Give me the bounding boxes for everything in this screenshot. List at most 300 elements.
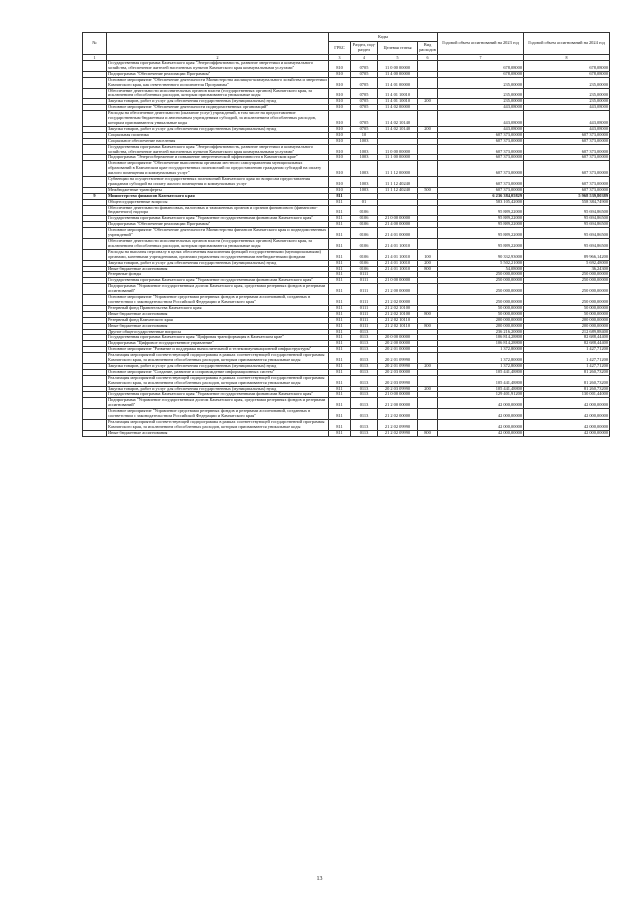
row-section: 0705: [351, 126, 378, 132]
budget-table: [82, 32, 610, 437]
row-section: 0113: [351, 420, 378, 431]
row-value-2024: 1 427,71200: [524, 363, 610, 369]
row-name: Закупка товаров, работ и услуг для обеспечения государственных (муниципальных) нужд: [107, 260, 329, 266]
row-article: 21 0 00 00000: [378, 278, 418, 284]
row-type: 800: [418, 323, 438, 329]
row-value-2023: 95 889,22000: [438, 205, 524, 216]
row-grbs: 810: [329, 138, 351, 144]
row-value-2023: 1 372,80000: [438, 353, 524, 364]
row-name: Закупка товаров, работ и услуг для обеспечения государственных (муниципальных) нужд: [107, 99, 329, 105]
row-value-2024: 81 260,73200: [524, 369, 610, 375]
row-grbs: 810: [329, 144, 351, 155]
row-article: 11 4 02 10140: [378, 111, 418, 127]
row-value-2023: 235,00000: [438, 99, 524, 105]
row-section: 10: [351, 132, 378, 138]
row-section: 0106: [351, 260, 378, 266]
row-article: 11 4 02 10140: [378, 126, 418, 132]
row-value-2023: 250 000,00000: [438, 284, 524, 295]
row-value-2023: 607 373,00000: [438, 132, 524, 138]
row-value-2023: 95 889,22000: [438, 239, 524, 250]
row-section: 0113: [351, 335, 378, 341]
row-type: [418, 239, 438, 250]
row-value-2023: 42 000,00000: [438, 430, 524, 436]
row-name: Резервный фонд Камчатского края: [107, 317, 329, 323]
row-number: [83, 375, 107, 386]
row-section: 0111: [351, 323, 378, 329]
row-type: [418, 88, 438, 99]
row-article: 20 2 00 00000: [378, 341, 418, 347]
row-section: 0705: [351, 99, 378, 105]
row-value-2024: 5 968 539,80389: [524, 193, 610, 199]
table-row: [83, 61, 610, 72]
row-value-2024: 95 694,86500: [524, 222, 610, 228]
row-section: 0106: [351, 216, 378, 222]
row-type: 200: [418, 363, 438, 369]
row-section: 0111: [351, 278, 378, 284]
row-section: 0106: [351, 266, 378, 272]
row-article: 11 1 12 40240: [378, 177, 418, 188]
row-article: 20 2 01 00000: [378, 347, 418, 353]
table-row: [83, 177, 610, 188]
row-article: 21 2 02 09990: [378, 420, 418, 431]
row-type: [418, 61, 438, 72]
row-value-2023: 1 372,80000: [438, 363, 524, 369]
row-value-2023: 235,00000: [438, 88, 524, 99]
row-value-2024: 81 260,73200: [524, 386, 610, 392]
row-value-2023: 42 000,00000: [438, 409, 524, 420]
row-number: [83, 177, 107, 188]
header-name: [107, 33, 329, 55]
row-section: 0705: [351, 61, 378, 72]
row-value-2024: 235,00000: [524, 88, 610, 99]
row-value-2023: 250 000,00000: [438, 278, 524, 284]
row-section: 1003: [351, 138, 378, 144]
row-grbs: 811: [329, 317, 351, 323]
row-type: [418, 375, 438, 386]
row-article: 21 0 00 00000: [378, 392, 418, 398]
row-grbs: 811: [329, 386, 351, 392]
row-number: [83, 249, 107, 260]
index-cell: 7: [438, 55, 524, 61]
row-name: Межбюджетные трансферты: [107, 187, 329, 193]
row-article: 11 4 02 00000: [378, 105, 418, 111]
row-value-2023: 1 372,80000: [438, 347, 524, 353]
page-number: 13: [316, 876, 323, 882]
row-article: 11 1 00 00000: [378, 155, 418, 161]
row-article: 21 2 00 00000: [378, 398, 418, 409]
row-name: Общегосударственные вопросы: [107, 199, 329, 205]
row-value-2024: 1 427,71200: [524, 347, 610, 353]
row-name: Основное мероприятие "Управление средствами резервных фондов и резервами ассигнований, созданных в соответствии с законодательством Российской Федерации и Камчатского края": [107, 409, 329, 420]
row-name: Закупка товаров, работ и услуг для обеспечения государственных (муниципальных) нужд: [107, 363, 329, 369]
index-cell: 6: [418, 55, 438, 61]
row-grbs: 810: [329, 111, 351, 127]
header-2024: Годовой объем ассигнований на 2024 год: [524, 33, 610, 55]
row-value-2024: 607 373,00000: [524, 138, 610, 144]
row-section: 0113: [351, 386, 378, 392]
row-value-2023: 236 216,20000: [438, 329, 524, 335]
row-section: 0113: [351, 369, 378, 375]
row-grbs: 811: [329, 363, 351, 369]
table-row: [83, 409, 610, 420]
row-value-2023: 42 000,00000: [438, 420, 524, 431]
row-grbs: 811: [329, 199, 351, 205]
row-section: 1003: [351, 155, 378, 161]
row-grbs: 811: [329, 260, 351, 266]
row-name: Министерство финансов Камчатского края: [107, 193, 329, 199]
row-type: [418, 205, 438, 216]
table-row: [83, 111, 610, 127]
row-value-2024: 607 373,00000: [524, 155, 610, 161]
row-value-2023: 200 000,00000: [438, 317, 524, 323]
row-name: Резервный фонд Правительства Камчатского края: [107, 305, 329, 311]
row-grbs: 811: [329, 430, 351, 436]
row-value-2023: 607 373,00000: [438, 177, 524, 188]
row-value-2023: 106 814,28800: [438, 335, 524, 341]
row-grbs: 811: [329, 272, 351, 278]
row-type: [418, 420, 438, 431]
row-grbs: 811: [329, 216, 351, 222]
row-section: 0113: [351, 430, 378, 436]
row-value-2023: 105 441,48800: [438, 386, 524, 392]
row-type: [418, 177, 438, 188]
row-name: Подпрограмма "Обеспечение реализации Программы": [107, 71, 329, 77]
table-row: [83, 398, 610, 409]
row-grbs: 811: [329, 228, 351, 239]
table-row: [83, 295, 610, 306]
row-name: Государственная программа Камчатского края "Энергоэффективность, развитие энергетики и коммунального хозяйства, обеспечение жителей населенных пунктов Камчатского края коммунальными услугами": [107, 144, 329, 155]
row-name: Обеспечение деятельности исполнительных органов власти (государственных органов) Камчатского края, за исключением обособленных расходов, которым присваиваются уникальные коды: [107, 239, 329, 250]
row-name: Иные бюджетные ассигнования: [107, 266, 329, 272]
row-value-2024: 89 966,14200: [524, 249, 610, 260]
row-number: [83, 284, 107, 295]
row-section: 0113: [351, 363, 378, 369]
row-value-2023: 443,08000: [438, 105, 524, 111]
row-grbs: 810: [329, 88, 351, 99]
row-section: 0106: [351, 249, 378, 260]
row-name: Иные бюджетные ассигнования: [107, 311, 329, 317]
row-name: Реализация мероприятий соответствующей подпрограммы в рамках соответствующей государственной программы Камчатского края, за исключением обособленных расходов, которым присваиваются уникальные коды: [107, 353, 329, 364]
row-grbs: 811: [329, 278, 351, 284]
row-name: Государственная программа Камчатского края "Управление государственными финансами Камчатского края": [107, 392, 329, 398]
row-name: Обеспечение деятельности финансовых, налоговых и таможенных органов и органов финансового (финансово-бюджетного) надзора: [107, 205, 329, 216]
row-article: 21 4 01 10010: [378, 239, 418, 250]
row-article: 20 0 00 00000: [378, 335, 418, 341]
row-name: Основное мероприятие "Обеспечение деятельности Министерства жилищно-коммунального хозяйства и энергетики Камчатского края, как ответственного исполнителя Программы": [108, 77, 327, 87]
table-row: [83, 144, 610, 155]
row-section: 0113: [351, 392, 378, 398]
row-value-2023: 250 000,00000: [438, 295, 524, 306]
row-value-2023: 678,08000: [438, 61, 524, 72]
row-value-2024: 250 000,00000: [524, 295, 610, 306]
row-grbs: 811: [329, 329, 351, 335]
row-name: Закупка товаров, работ и услуг для обеспечения государственных (муниципальных) нужд: [107, 386, 329, 392]
row-section: 0111: [351, 317, 378, 323]
index-cell: 8: [524, 55, 610, 61]
header-article: Целевая статья: [378, 42, 418, 55]
row-grbs: 811: [329, 193, 351, 199]
row-section: 0705: [351, 77, 378, 88]
row-number: [83, 111, 107, 127]
row-value-2024: 81 260,73200: [524, 375, 610, 386]
row-section: 0705: [351, 71, 378, 77]
row-grbs: 811: [329, 311, 351, 317]
row-article: 21 4 01 10010: [378, 266, 418, 272]
row-number: [83, 409, 107, 420]
index-cell: 3: [329, 55, 351, 61]
row-number: [83, 295, 107, 306]
row-type: 800: [418, 266, 438, 272]
row-value-2023: 95 889,22000: [438, 228, 524, 239]
row-grbs: 811: [329, 375, 351, 386]
row-type: 200: [418, 126, 438, 132]
row-type: [418, 353, 438, 364]
budget-sheet: [82, 32, 609, 437]
row-section: 0705: [351, 88, 378, 99]
table-row: [83, 249, 610, 260]
header-2023: Годовой объем ассигнований на 2023 год: [438, 33, 524, 55]
row-name: Закупка товаров, работ и услуг для обеспечения государственных (муниципальных) нужд: [107, 126, 329, 132]
table-row: [83, 353, 610, 364]
row-number: [83, 205, 107, 216]
table-row: [83, 420, 610, 431]
row-article: 21 2 02 10100: [378, 311, 418, 317]
row-name: Обеспечение деятельности исполнительных органов власти (государственных органов) Камчатского края, за исключением обособленных расходов, которым присваиваются уникальные коды: [107, 88, 329, 99]
row-value-2024: 250 000,00000: [524, 278, 610, 284]
row-section: 1003: [351, 144, 378, 155]
row-section: 1003: [351, 187, 378, 193]
row-type: 800: [418, 311, 438, 317]
row-value-2024: 50 000,00000: [524, 305, 610, 311]
row-name: Социальная политика: [107, 132, 329, 138]
header-grbs: ГРБС: [329, 42, 351, 55]
row-value-2023: 607 373,00000: [438, 161, 524, 177]
row-grbs: 810: [329, 105, 351, 111]
row-grbs: 811: [329, 335, 351, 341]
row-number: [83, 88, 107, 99]
row-type: [418, 398, 438, 409]
row-section: 0111: [351, 305, 378, 311]
row-value-2024: 42 000,00000: [524, 430, 610, 436]
row-grbs: 811: [329, 305, 351, 311]
row-type: 200: [418, 99, 438, 105]
row-section: 01: [351, 199, 378, 205]
row-value-2024: 678,08000: [524, 71, 610, 77]
row-grbs: 811: [329, 420, 351, 431]
row-value-2023: 105 441,48800: [438, 369, 524, 375]
row-type: 500: [418, 187, 438, 193]
row-value-2024: 95 694,86500: [524, 228, 610, 239]
table-row: [83, 205, 610, 216]
row-name: Государственная программа Камчатского края "Управление государственными финансами Камчатского края": [107, 278, 329, 284]
row-section: 0106: [351, 239, 378, 250]
row-name: Государственная программа Камчатского края "Энергоэффективность, развитие энергетики и коммунального хозяйства, обеспечение жителей населенных пунктов Камчатского края коммунальными услугами": [107, 61, 329, 72]
row-value-2023: 54,08000: [438, 266, 524, 272]
row-section: 0113: [351, 341, 378, 347]
row-type: 800: [418, 430, 438, 436]
row-type: [418, 161, 438, 177]
row-grbs: 811: [329, 266, 351, 272]
row-grbs: 810: [329, 126, 351, 132]
row-value-2024: 235,00000: [524, 77, 610, 88]
header-codes: Коды: [329, 33, 438, 42]
row-section: 1003: [351, 161, 378, 177]
row-value-2023: 50 000,00000: [438, 311, 524, 317]
row-section: 0705: [351, 111, 378, 127]
row-type: [418, 295, 438, 306]
row-grbs: 811: [329, 222, 351, 228]
row-name: Подпрограмма "Цифровое государственное управление": [107, 341, 329, 347]
row-section: 0111: [351, 272, 378, 278]
table-row: [83, 88, 610, 99]
row-number: [83, 420, 107, 431]
row-name: Основное мероприятие "Обеспечение выполнения органами местного самоуправления муниципальных образований в Камчатском крае государственных полномочий по предоставлению гражданам субсидий на оплату жилого помещения и коммунальных услуг": [107, 161, 329, 177]
row-section: 0113: [351, 347, 378, 353]
row-grbs: 810: [329, 132, 351, 138]
row-article: 11 0 00 00000: [378, 61, 418, 72]
row-section: 0113: [351, 353, 378, 364]
row-grbs: 810: [329, 155, 351, 161]
row-value-2024: 42 000,00000: [524, 420, 610, 431]
row-article: 11 1 12 00000: [378, 161, 418, 177]
row-value-2024: 200 000,00000: [524, 317, 610, 323]
row-number: [83, 161, 107, 177]
row-name: Основное мероприятие "Развитие и поддержка вычислительной и телекоммуникационной инфраструктуры": [107, 347, 329, 353]
row-article: 21 2 02 10100: [378, 305, 418, 311]
row-section: 0113: [351, 398, 378, 409]
row-name: Другие общегосударственные вопросы: [107, 329, 329, 335]
row-grbs: 811: [329, 341, 351, 347]
row-section: 0113: [351, 329, 378, 335]
row-value-2024: 607 373,00000: [524, 161, 610, 177]
row-name: Резервные фонды: [107, 272, 329, 278]
header-type: Вид расходов: [418, 42, 438, 55]
table-row: [83, 375, 610, 386]
table-row: [83, 239, 610, 250]
row-number: [83, 144, 107, 155]
row-grbs: 811: [329, 369, 351, 375]
row-value-2024: 130 001,44000: [524, 392, 610, 398]
row-section: 0113: [351, 409, 378, 420]
row-article: 20 2 03 09990: [378, 386, 418, 392]
row-section: 0106: [351, 228, 378, 239]
row-value-2024: 42 000,00000: [524, 409, 610, 420]
table-row: [83, 77, 610, 88]
row-grbs: 811: [329, 205, 351, 216]
row-name: Расходы на обеспечение деятельности (оказание услуг) учреждений, в том числе на предоставление государственным бюджетным и автономным учреждениям субсидий, за исключением обособленных расходов, которым присваиваются уникальные коды: [107, 111, 329, 127]
row-type: [418, 77, 438, 88]
row-grbs: 811: [329, 398, 351, 409]
row-section: 0705: [351, 105, 378, 111]
row-value-2024: 607 373,00000: [524, 187, 610, 193]
row-value-2024: 607 373,00000: [524, 132, 610, 138]
row-value-2023: 235,00000: [438, 77, 524, 88]
row-article: 20 2 01 09990: [378, 363, 418, 369]
row-article: 21 2 02 10110: [378, 323, 418, 329]
row-value-2023: 443,08000: [438, 126, 524, 132]
index-cell: 1: [83, 55, 107, 61]
row-value-2023: 607 373,00000: [438, 144, 524, 155]
row-value-2023: 607 373,00000: [438, 138, 524, 144]
row-article: 11 4 00 00000: [378, 71, 418, 77]
row-value-2024: 212 689,88400: [524, 329, 610, 335]
row-value-2024: 443,08000: [524, 105, 610, 111]
row-value-2024: 50 000,00000: [524, 311, 610, 317]
row-name: Иные бюджетные ассигнования: [107, 430, 329, 436]
row-section: 0111: [351, 311, 378, 317]
row-number: [83, 353, 107, 364]
row-value-2023: 250 000,00000: [438, 272, 524, 278]
row-value-2023: 95 889,22000: [438, 222, 524, 228]
row-number: 9: [83, 193, 107, 199]
row-section: 0113: [351, 375, 378, 386]
header-num: №: [83, 33, 107, 55]
row-value-2023: 42 000,00000: [438, 398, 524, 409]
row-section: 0111: [351, 295, 378, 306]
index-cell: 5: [378, 55, 418, 61]
row-value-2024: 250 000,00000: [524, 272, 610, 278]
row-grbs: 810: [329, 71, 351, 77]
row-article: 21 4 01 00000: [378, 228, 418, 239]
table-row: [83, 161, 610, 177]
row-value-2024: 235,00000: [524, 99, 610, 105]
row-grbs: 811: [329, 323, 351, 329]
row-value-2024: 95 694,86500: [524, 239, 610, 250]
row-name: Реализация мероприятий соответствующей подпрограммы в рамках соответствующей государственной программы Камчатского края, за исключением обособленных расходов, которым присваиваются уникальные коды: [107, 420, 329, 431]
row-article: 21 2 00 00000: [378, 284, 418, 295]
row-value-2024: 678,08000: [524, 61, 610, 72]
row-value-2024: 95 694,86500: [524, 205, 610, 216]
row-article: 20 2 03 09990: [378, 375, 418, 386]
row-name: Основное мероприятие "Обеспечение деятельности подведомственных организаций": [107, 105, 329, 111]
row-value-2023: 607 373,00000: [438, 187, 524, 193]
row-grbs: 810: [329, 177, 351, 188]
row-type: [418, 228, 438, 239]
row-value-2023: 583 105,42000: [438, 199, 524, 205]
row-name: Государственная программа Камчатского края "Цифровая трансформация в Камчатском крае": [107, 335, 329, 341]
row-article: 11 4 01 10010: [378, 88, 418, 99]
row-value-2024: 250 000,00000: [524, 284, 610, 295]
row-number: [83, 398, 107, 409]
row-value-2024: 200 000,00000: [524, 323, 610, 329]
row-type: 200: [418, 260, 438, 266]
row-grbs: 810: [329, 161, 351, 177]
row-name: Подпрограмма "Энергосбережение и повышение энергетической эффективности в Камчатском крае": [107, 155, 329, 161]
row-type: [418, 409, 438, 420]
row-value-2023: 106 814,28800: [438, 341, 524, 347]
row-value-2024: 558 384,74900: [524, 199, 610, 205]
row-section: 0106: [351, 205, 378, 216]
row-value-2024: 42 000,00000: [524, 398, 610, 409]
row-number: [83, 61, 107, 72]
row-grbs: 810: [329, 187, 351, 193]
header-section: Раздел, под-раздел: [351, 42, 378, 55]
row-article: 21 0 00 00000: [378, 216, 418, 222]
row-number: [83, 228, 107, 239]
row-type: 100: [418, 249, 438, 260]
row-value-2023: 6 236 384,05829: [438, 193, 524, 199]
row-article: 21 4 00 00000: [378, 222, 418, 228]
table-body: [83, 61, 610, 437]
row-article: 11 4 01 00000: [378, 77, 418, 88]
row-article: 11 1 12 40240: [378, 187, 418, 193]
row-article: 20 2 01 09990: [378, 353, 418, 364]
row-grbs: 811: [329, 409, 351, 420]
row-article: 11 0 00 00000: [378, 144, 418, 155]
row-grbs: 810: [329, 99, 351, 105]
row-grbs: 811: [329, 249, 351, 260]
row-value-2024: 607 373,00000: [524, 144, 610, 155]
